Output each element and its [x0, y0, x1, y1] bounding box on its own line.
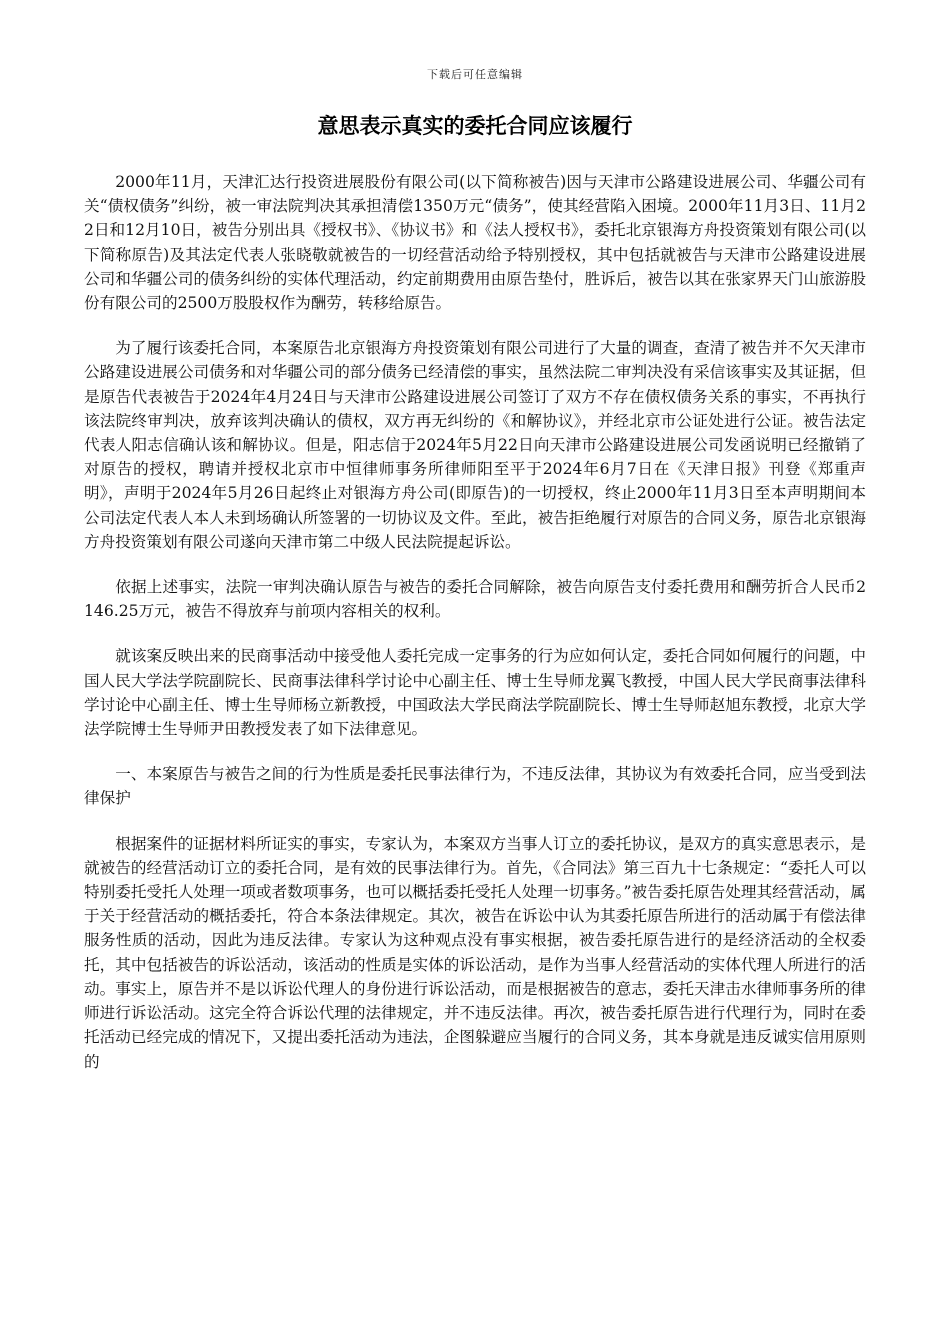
paragraph-1: 2000年11月，天津汇达行投资进展股份有限公司(以下简称被告)因与天津市公路建设进展公司、华疆公司有关“债权债务”纠纷，被一审法院判决其承担清偿1350万元“债务”，使其经营陷入困境。2000年11月3日、11月22日和12月10日，被告分别出具《授权书》、《协议书》和《法人授权书》，委托北京银海方舟投资策划有限公司(以下简称原告)及其法定代表人张晓敬就被告的一切经营活动给予特别授权，其中包括就被告与天津市公路建设进展公司和华疆公司的债务纠纷的实体代理活动，约定前期费用由原告垫付，胜诉后，被告以其在张家界天门山旅游股份有限公司的2500万股股权作为酬劳，转移给原告。 [84, 173, 866, 313]
paragraph-5: 根据案件的证据材料所证实的事实，专家认为，本案双方当事人订立的委托协议，是双方的真实意思表示，是就被告的经营活动订立的委托合同，是有效的民事法律行为。首先，《合同法》第三百九十七条规定：“委托人可以特别委托受托人处理一项或者数项事务，也可以概括委托受托人处理一切事务。”被告委托原告处理其经营活动，属于关于经营活动的概括委托，符合本条法律规定。其次，被告在诉讼中认为其委托原告所进行的活动属于有偿法律服务性质的活动，因此为违反法律。专家认为这种观点没有事实根据，被告委托原告进行的是经济活动的全权委托，其中包括被告的诉讼活动，该活动的性质是实体的诉讼活动，是作为当事人经营活动的实体代理人所进行的活动。事实上，原告并不是以诉讼代理人的身份进行诉讼活动，而是根据被告的意志，委托天津击水律师事务所的律师进行诉讼活动。这完全符合诉讼代理的法律规定，并不违反法律。再次，被告委托原告进行代理行为，同时在委托活动已经完成的情况下，又提出委托活动为违法，企图躲避应当履行的合同义务，其本身就是违反诚实信用原则的 [84, 834, 866, 1071]
paragraph-3: 依据上述事实，法院一审判决确认原告与被告的委托合同解除，被告向原告支付委托费用和酬劳折合人民币2146.25万元，被告不得放弃与前项内容相关的权利。 [84, 578, 866, 621]
paragraph-2: 为了履行该委托合同，本案原告北京银海方舟投资策划有限公司进行了大量的调查，查清了被告并不欠天津市公路建设进展公司债务和对华疆公司的部分债务已经清偿的事实，虽然法院二审判决没有采信该事实及其证据，但是原告代表被告于2024年4月24日与天津市公路建设进展公司签订了双方不存在债权债务关系的事实，不再执行该法院终审判决，放弃该判决确认的债权，双方再无纠纷的《和解协议》，并经北京市公证处进行公证。被告法定代表人阳志信确认该和解协议。但是，阳志信于2024年5月22日向天津市公路建设进展公司发函说明已经撤销了对原告的授权，聘请并授权北京市中恒律师事务所律师阳至平于2024年6月7日在《天津日报》刊登《郑重声明》，声明于2024年5月26日起终止对银海方舟公司(即原告)的一切授权，终止2000年11月3日至本声明期间本公司法定代表人本人未到场确认所签署的一切协议及文件。至此，被告拒绝履行对原告的合同义务，原告北京银海方舟投资策划有限公司遂向天津市第二中级人民法院提起诉讼。 [84, 339, 866, 551]
header-note: 下载后可任意编辑 [427, 68, 523, 81]
section-heading-1: 一、本案原告与被告之间的行为性质是委托民事法律行为，不违反法律，其协议为有效委托合同，应当受到法律保护 [84, 765, 866, 808]
paragraph-4: 就该案反映出来的民商事活动中接受他人委托完成一定事务的行为应如何认定，委托合同如何履行的问题，中国人民大学法学院副院长、民商事法律科学讨论中心副主任、博士生导师龙翼飞教授，中国人民大学民商事法律科学讨论中心副主任、博士生导师杨立新教授，中国政法大学民商法学院副院长、博士生导师赵旭东教授，北京大学法学院博士生导师尹田教授发表了如下法律意见。 [84, 647, 866, 739]
document-title: 意思表示真实的委托合同应该履行 [317, 114, 633, 138]
document-body [84, 170, 866, 1095]
